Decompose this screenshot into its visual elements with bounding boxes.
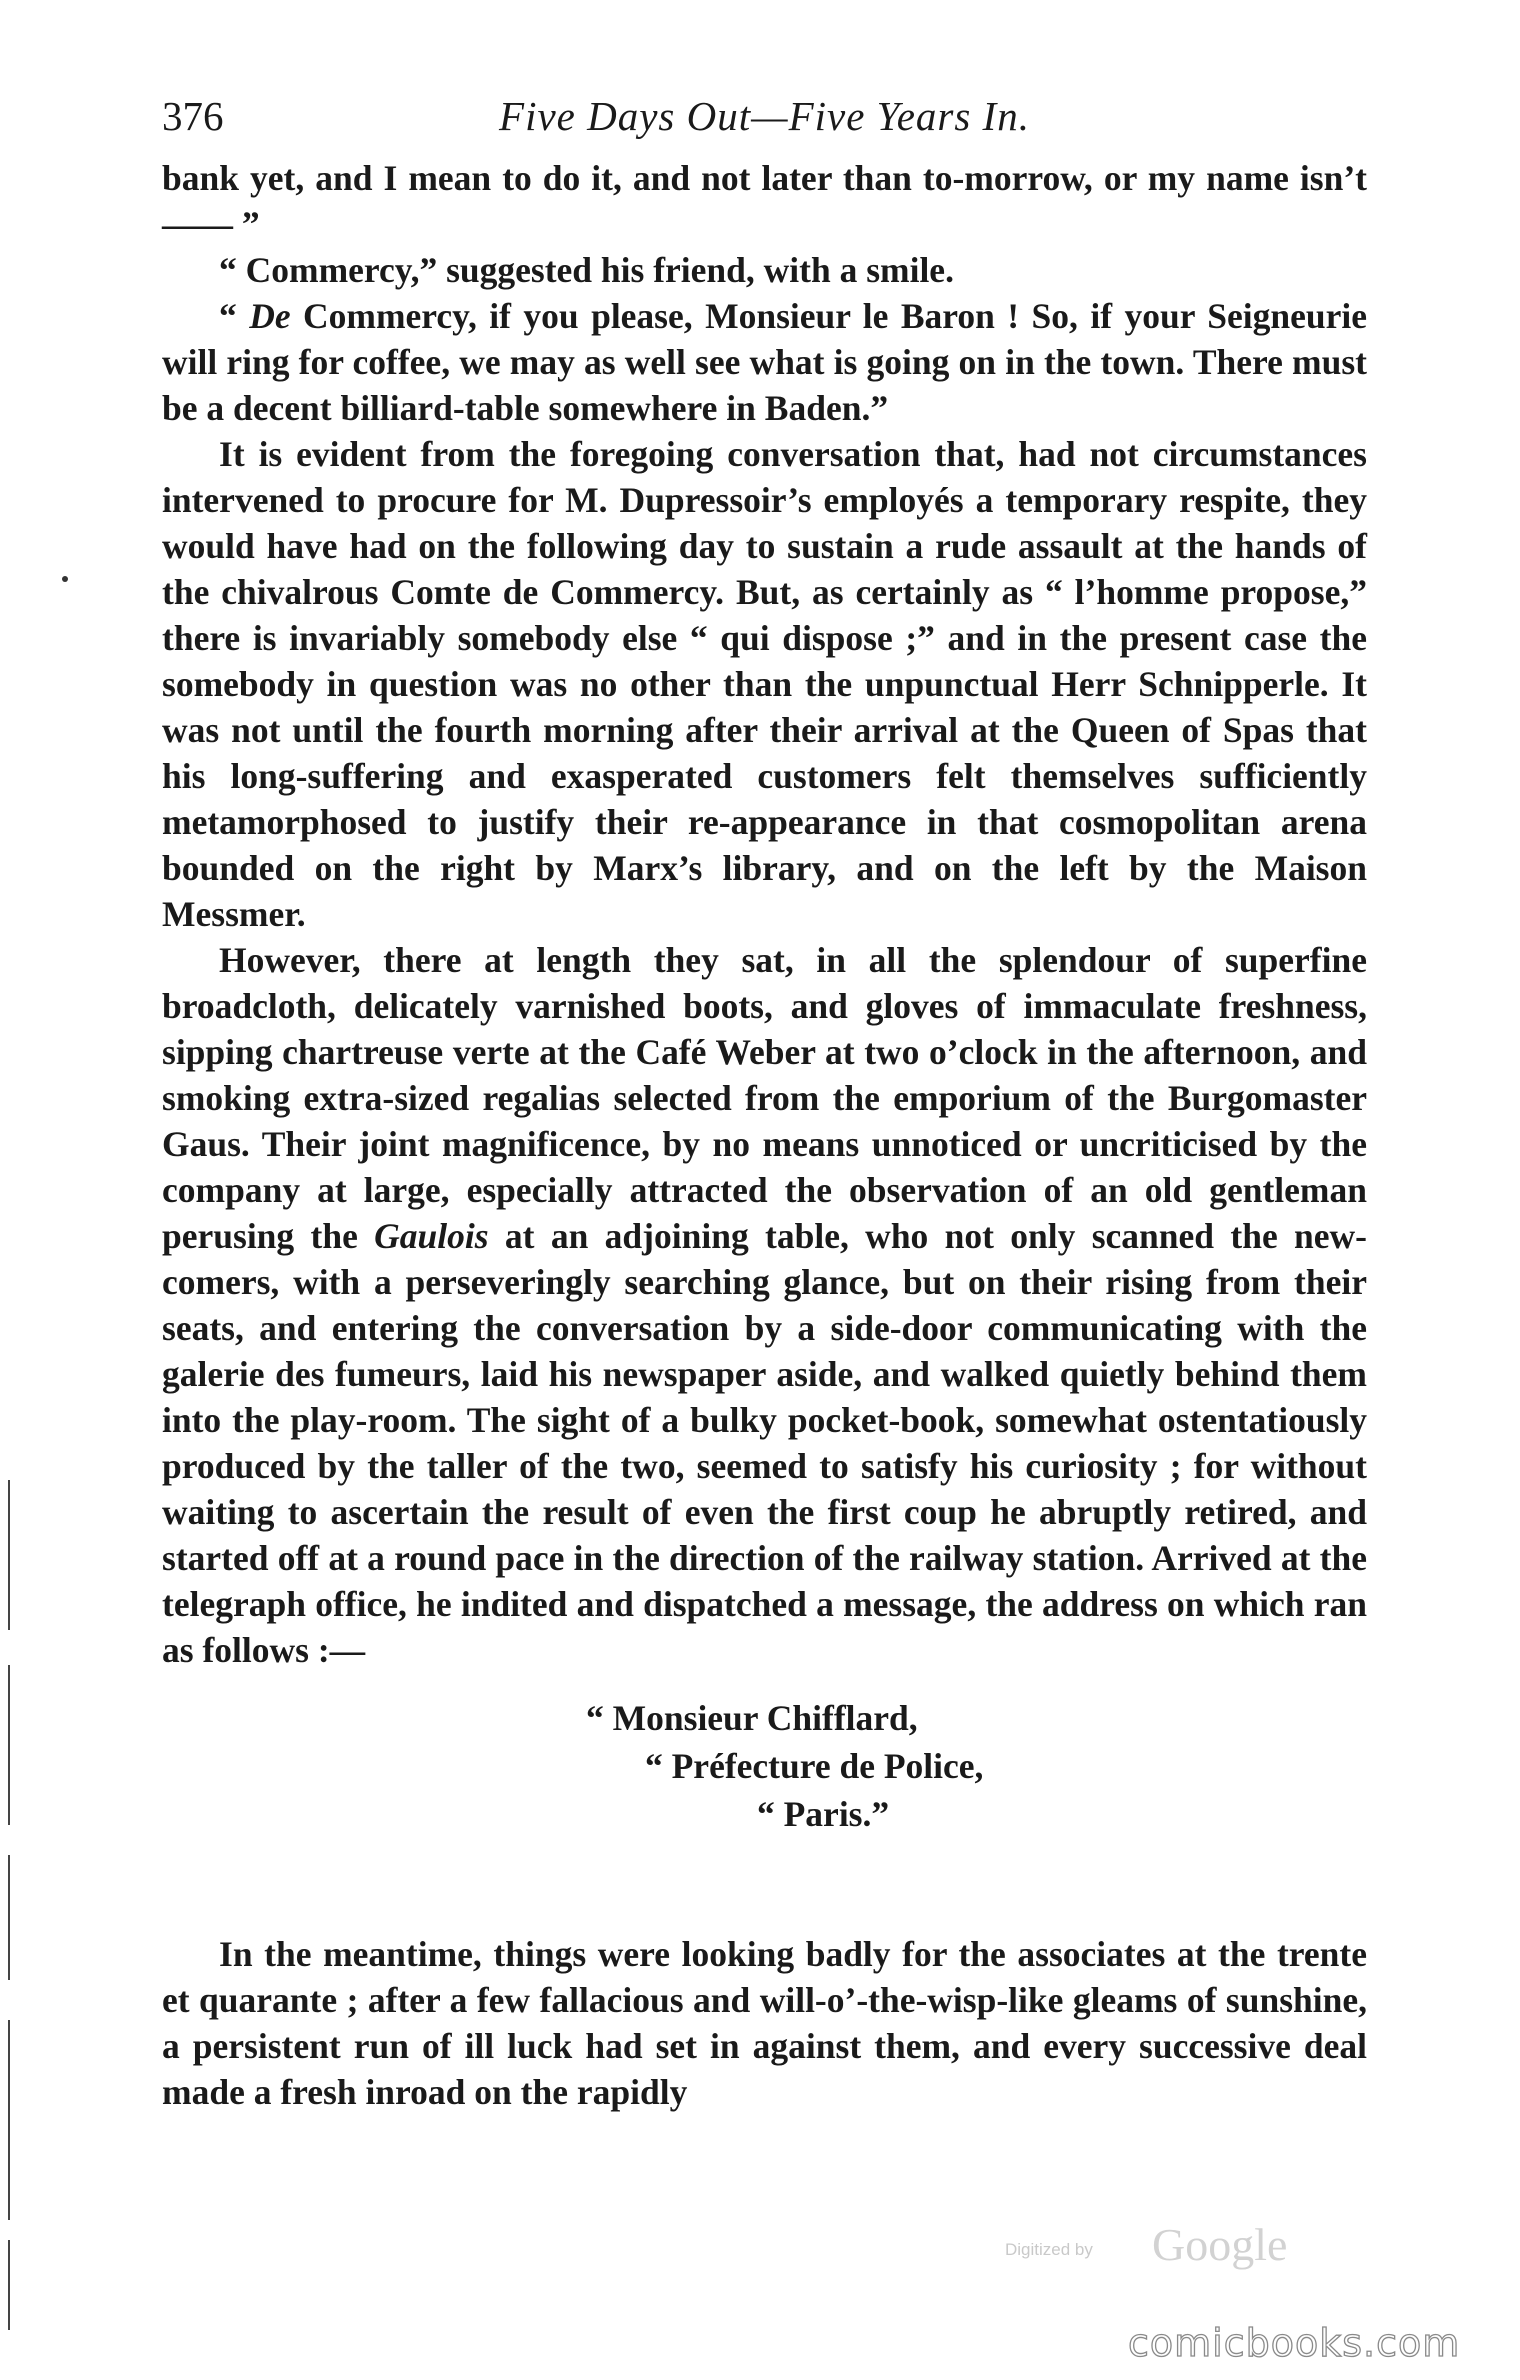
scan-edge-line [8, 2240, 10, 2330]
telegram-address [162, 1687, 1367, 1909]
address-line-2: “ Préfecture de Police, [645, 1746, 984, 1786]
scan-speck [62, 576, 68, 582]
paragraph-1: bank yet, and I mean to do it, and not later than to-morrow, or my name isn’t —— ” [162, 158, 1367, 244]
paragraph-3: “ De Commercy, if you please, Monsieur le Baron ! So, if your Seigneurie will ring for coffee, we may as well see what is going on in the town. There must be a decent billiard-table somewhere in Baden.” [162, 296, 1368, 428]
scan-edge-line [8, 1480, 10, 1630]
paragraph-4: It is evident from the foregoing conversation that, had not circumstances intervened to procure for M. Dupressoir’s employés a temporary respite, they would have had on the following day to sustain a rude assault at the hands of the chivalrous Comte de Commercy. But, as certainly as “ l’homme propose,” there is invariably somebody else “ qui dispose ;” and in the present case the somebody in question was no other than the unpunctual Herr Schnipperle. It was not until the fourth morning after their arrival at the Queen of Spas that his long-suffering and exasperated customers felt themselves sufficiently metamorphosed to justify their re-appearance in that cosmopolitan arena bounded on the right by Marx’s library, and on the left by the Maison Messmer. [162, 434, 1367, 934]
scan-edge-line [8, 2020, 10, 2220]
digitized-by-text: Digitized by [1005, 2240, 1093, 2259]
running-title: Five Days Out—Five Years In. [499, 93, 1030, 139]
paragraph-5-text-before: However, there at length they sat, in all the splendour of superfine broadcloth, delicately varnished boots, and gloves of immaculate freshness, sipping chartreuse verte at the Café Weber at two o’clock in the afternoon, and smoking extra-sized regalias selected from the emporium of the Burgomaster Gaus. Their joint magnificence, by no means unnoticed or uncriticised by the company at large, especially attracted the observation of an old gentleman perusing the [162, 940, 1367, 1256]
page-number: 376 [162, 93, 224, 139]
address-line-1: “ Monsieur Chifflard, [586, 1698, 918, 1738]
paragraph-3-text: Commercy, if you please, Monsieur le Baron ! So, if your Seigneurie will ring for coffee, we may as well see what is going on in the town. There must be a decent billiard-table somewhere in Baden.” [162, 296, 1368, 428]
paragraph-3-lead: De [249, 296, 291, 336]
paragraph-5-text-after: at an adjoining table, who not only scanned the new-comers, with a perseveringly searching glance, but on their rising from their seats, and entering the conversation by a side-door communicating with the galerie des fumeurs, laid his newspaper aside, and walked quietly behind them into the play-room. The sight of a bulky pocket-book, somewhat ostentatiously produced by the taller of the two, seemed to satisfy his curiosity ; for without waiting to ascertain the result of even the first coup he abruptly retired, and started off at a round pace in the direction of the railway station. Arrived at the telegraph office, he indited and dispatched a message, the address on which ran as follows :— [162, 1216, 1367, 1670]
scan-edge-line [8, 1665, 10, 1825]
scan-edge-line [8, 1855, 10, 1980]
address-line-3: “ Paris.” [757, 1794, 890, 1834]
paragraph-6: In the meantime, things were looking badly for the associates at the trente et quarante ; after a few fallacious and will-o’-the-wisp-like gleams of sunshine, a persistent run of ill luck had set in against them, and every successive deal made a fresh inroad on the rapidly [162, 1934, 1367, 2112]
newspaper-title: Gaulois [374, 1216, 489, 1256]
body-text [162, 155, 1367, 2115]
paragraph-5 [162, 937, 1367, 1673]
page-header [162, 92, 1367, 152]
site-watermark: comicbooks.com [1128, 2321, 1461, 2365]
paragraph-2: “ Commercy,” suggested his friend, with a smile. [219, 250, 954, 290]
google-logo: Google [1152, 2219, 1288, 2270]
